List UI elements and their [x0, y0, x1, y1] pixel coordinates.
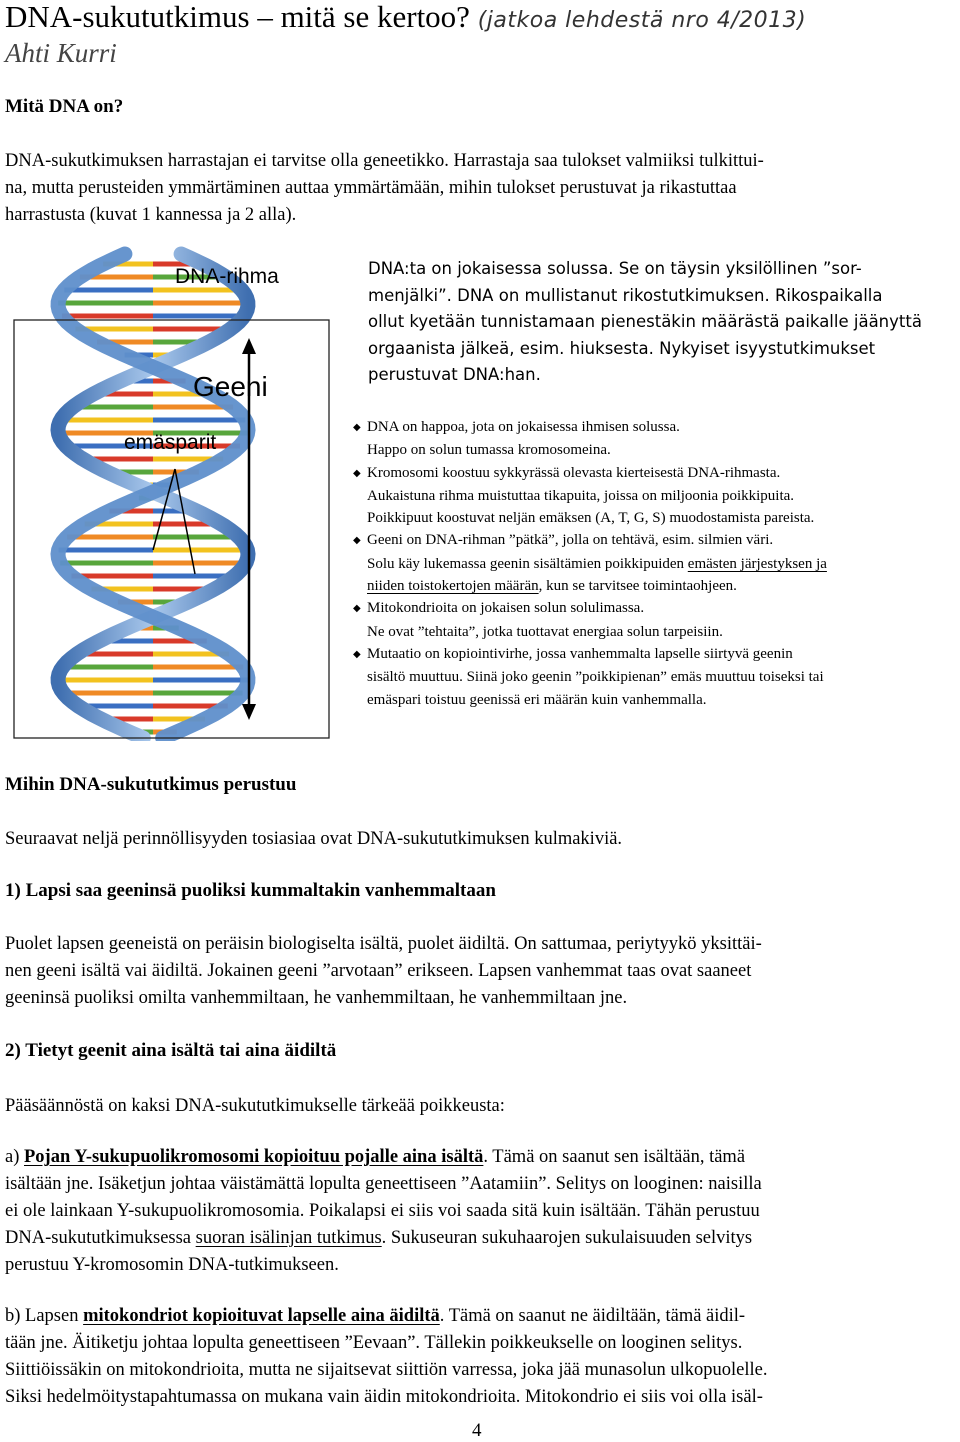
- intro-line: harrastusta (kuvat 1 kannessa ja 2 alla).: [5, 205, 297, 225]
- paragraph-line: Puolet lapsen geeneistä on peräisin biologiselta isältä, puolet äidiltä. On sattumaa, periytyykö yksittäi-: [5, 934, 762, 954]
- side-line: perustuvat DNA:han.: [368, 365, 541, 384]
- side-paragraph: [368, 256, 958, 389]
- list-item: ◆ DNA on happoa, jota on jokaisessa ihmisen solussa.: [353, 416, 958, 439]
- label-dna-rihma: DNA-rihma: [175, 265, 279, 288]
- list-item: ◆ Kromosomi koostuu sykkyrässä olevasta kierteisestä DNA-rihmasta.: [353, 462, 958, 485]
- heading-fact-1: 1) Lapsi saa geeninsä puoliksi kummaltakin vanhemmaltaan: [5, 880, 496, 901]
- list-item-cont: Poikkipuut koostuvat neljän emäksen (A, T, G, S) muodostamista pareista.: [367, 510, 815, 527]
- exception-b-paragraph: [5, 1303, 955, 1411]
- list-item-cont: Ne ovat ”tehtaita”, jotka tuottavat energiaa solun tarpeisiin.: [367, 623, 723, 640]
- paragraph-line: b) Lapsen mitokondriot kopioituvat lapselle aina äidiltä. Tämä on saanut ne äidiltään, tämä äidil-: [5, 1306, 746, 1326]
- section-intro: Seuraavat neljä perinnöllisyyden tosiasiaa ovat DNA-sukututkimuksen kulmakiviä.: [5, 829, 623, 849]
- underlined-text: niiden toistokertojen määrän: [367, 578, 539, 595]
- list-item: ◆ Geeni on DNA-rihman ”pätkä”, jolla on tehtävä, esim. silmien väri.: [353, 529, 958, 552]
- list-item-cont: niiden toistokertojen määrän, kun se tarvitsee toimintaohjeen.: [367, 578, 737, 595]
- diamond-bullet-icon: ◆: [353, 467, 361, 479]
- side-line: orgaanista jälkeä, esim. hiuksesta. Nykyiset isyystutkimukset: [368, 338, 876, 358]
- title-subtitle: (jatkoa lehdestä nro 4/2013): [477, 8, 807, 33]
- heading-mita-dna-on: Mitä DNA on?: [5, 96, 124, 117]
- list-item: ◆ Mutaatio on kopiointivirhe, jossa vanhemmalta lapselle siirtyvä geenin: [353, 643, 958, 666]
- underlined-text: suoran isälinjan tutkimus: [195, 1228, 382, 1248]
- paragraph-line: DNA-sukututkimuksessa suoran isälinjan tutkimus. Sukuseuran sukuhaarojen sukulaisuuden selvitys: [5, 1228, 753, 1248]
- dna-facts-list: [353, 416, 958, 711]
- paragraph-line: Siittiöissäkin on mitokondrioita, mutta ne sijaitsevat siittiön varressa, joka jää munasolun ulkopuolelle.: [5, 1360, 768, 1380]
- list-item-cont: Aukaistuna rihma muistuttaa tikapuita, joissa on miljoonia poikkipuita.: [367, 487, 795, 504]
- label-emasparit: emäsparit: [124, 431, 217, 454]
- heading-fact-2: 2) Tietyt geenit aina isältä tai aina äidiltä: [5, 1040, 337, 1061]
- gene-arrow-head-bottom: [242, 704, 256, 720]
- title-main: DNA-sukututkimus – mitä se kertoo?: [5, 0, 470, 34]
- list-item-cont: Solu käy lukemassa geenin sisältämien poikkipuiden emästen järjestyksen ja: [367, 555, 827, 572]
- paragraph-line: perustuu Y-kromosomin DNA-tutkimukseen.: [5, 1255, 339, 1275]
- label-geeni: Geeni: [193, 371, 268, 402]
- intro-line: na, mutta perusteiden ymmärtäminen auttaa ymmärtämään, mihin tulokset perustuvat ja rikastuttaa: [5, 178, 737, 198]
- intro-paragraph: [5, 148, 955, 229]
- dna-figure: [3, 246, 331, 741]
- gene-arrow-head-top: [242, 338, 256, 354]
- diamond-bullet-icon: ◆: [353, 648, 361, 660]
- paragraph-line: a) Pojan Y-sukupuolikromosomi kopioituu pojalle aina isältä. Tämä on saanut sen isältään, tämä: [5, 1147, 746, 1167]
- author: Ahti Kurri: [5, 38, 117, 68]
- paragraph-line: geeninsä puoliksi omilta vanhemmiltaan, he vanhemmiltaan, he vanhemmiltaan jne.: [5, 988, 628, 1008]
- paragraph-line: ei ole lainkaan Y-sukupuolikromosomia. Poikalapsi ei siis voi saada sitä kuin isältään. Tähän perustuu: [5, 1201, 760, 1221]
- side-line: ollut kyetään tunnistamaan pienestäkin määrästä paikalle jäänyttä: [368, 312, 922, 331]
- dna-helix-illustration: [3, 246, 331, 741]
- list-item-cont: sisältö muuttuu. Siinä joko geenin ”poikkipienan” emäs muuttuu toiseksi tai: [367, 669, 824, 686]
- fact-1-paragraph: [5, 931, 955, 1012]
- diamond-bullet-icon: ◆: [353, 535, 361, 547]
- intro-line: DNA-sukutkimuksen harrastajan ei tarvitse olla geneetikko. Harrastaja saa tulokset valmiiksi tulkittui-: [5, 151, 764, 171]
- paragraph-line: tään jne. Äitiketju johtaa lopulta geneettiseen ”Eevaan”. Tällekin poikkeukselle on looginen selitys.: [5, 1333, 743, 1353]
- page-title: [5, 0, 806, 38]
- list-item-cont: emäspari toistuu geenissä eri määrän kuin vanhemmalla.: [367, 691, 707, 708]
- paragraph-line: Siksi hedelmöitystapahtumassa on mukana vain äidin mitokondrioita. Mitokondrio ei siis voi olla isäl-: [5, 1387, 763, 1407]
- emphasis-y-chromosome: Pojan Y-sukupuolikromosomi kopioituu pojalle aina isältä: [24, 1147, 484, 1167]
- underlined-text: emästen järjestyksen ja: [687, 555, 827, 572]
- side-line: DNA:ta on jokaisessa solussa. Se on täysin yksilöllinen ”sor-: [368, 259, 862, 278]
- list-item-cont: Happo on solun tumassa kromosomeina.: [367, 442, 611, 459]
- side-line: menjälki”. DNA on mullistanut rikostutkimuksen. Rikospaikalla: [368, 285, 883, 305]
- list-item: ◆ Mitokondrioita on jokaisen solun solulimassa.: [353, 597, 958, 620]
- paragraph-line: isältään jne. Isäketjun johtaa väistämättä lopulta geneettiseen ”Aatamiin”. Selitys on looginen: naisilla: [5, 1174, 762, 1194]
- diamond-bullet-icon: ◆: [353, 422, 361, 433]
- emphasis-mitochondria: mitokondriot kopioituvat lapselle aina äidiltä: [83, 1306, 440, 1326]
- diamond-bullet-icon: ◆: [353, 603, 361, 615]
- paragraph-line: nen geeni isältä vai äidiltä. Jokainen geeni ”arvotaan” erikseen. Lapsen vanhemmat taas ovat saaneet: [5, 961, 752, 981]
- heading-mihin-perustuu: Mihin DNA-sukututkimus perustuu: [5, 774, 297, 795]
- page-number: 4: [472, 1420, 482, 1441]
- exception-a-paragraph: [5, 1144, 955, 1279]
- fact-2-intro: Pääsäännöstä on kaksi DNA-sukututkimukselle tärkeää poikkeusta:: [5, 1096, 505, 1116]
